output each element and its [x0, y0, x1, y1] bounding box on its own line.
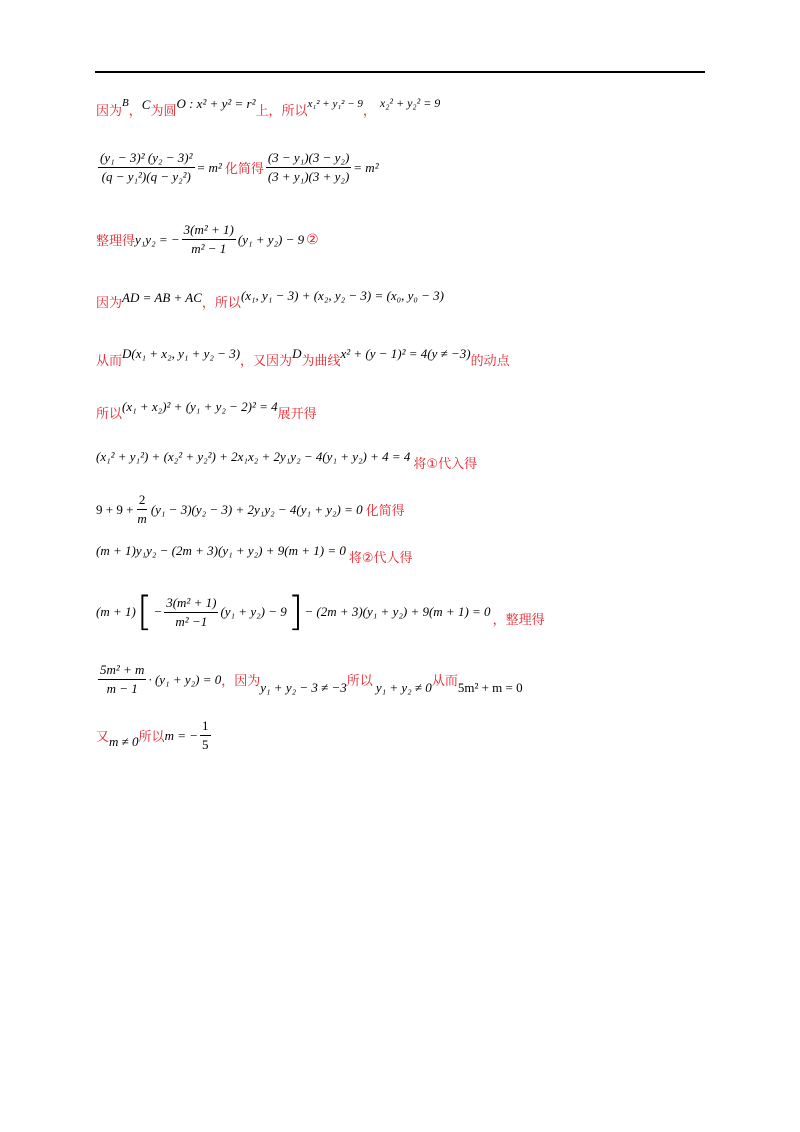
text: 将①代入得	[413, 457, 478, 472]
text: 化简得	[224, 162, 264, 177]
denominator: m	[137, 511, 147, 526]
equation: − (2m + 3)(y₁ + y₂) + 9(m + 1) = 0	[304, 604, 491, 619]
text: 展开得	[277, 407, 317, 422]
text: 化简得	[365, 504, 405, 519]
equation: y₁ + y₂ − 3 ≠ −3	[260, 679, 347, 695]
line-3	[96, 222, 319, 257]
text: 为曲线	[301, 354, 341, 369]
text: 所以	[96, 407, 123, 422]
equation: (x₁, y₁ − 3) + (x₂, y₂ − 3) = (x₀, y₀ − 3)	[240, 287, 445, 303]
numerator: (y₁ − 3)² (y₂ − 3)²	[98, 150, 195, 168]
numerator: 1	[200, 718, 211, 736]
text: 所以	[346, 674, 373, 689]
line-6	[96, 397, 317, 422]
equation: x² + (y − 1)² = 4(y ≠ −3)	[340, 345, 471, 361]
equation: D(x₁ + x₂, y₁ + y₂ − 3)	[122, 345, 241, 361]
line-5	[96, 344, 510, 369]
line-2	[96, 150, 379, 185]
numerator: 3(m² + 1)	[164, 595, 218, 613]
var-c: C	[141, 96, 151, 112]
equation: 5m² + m = 0	[457, 679, 523, 695]
text: ，	[362, 104, 376, 119]
line-7	[96, 447, 478, 472]
denominator: m² − 1	[191, 241, 227, 256]
fraction	[98, 150, 195, 185]
text: 将②代人得	[348, 551, 413, 566]
text: 从而	[431, 674, 458, 689]
denominator: m² −1	[175, 613, 208, 629]
text: 的动点	[470, 354, 510, 369]
equation: x₂² + y₂² = 9	[379, 96, 441, 110]
equation: y₁y₂ = −	[135, 231, 180, 247]
fraction	[135, 492, 148, 527]
equation: · (y₁ + y₂) = 0	[148, 671, 222, 687]
line-11	[96, 662, 523, 697]
equation: x₁² + y₁² − 9	[307, 97, 363, 110]
line-10	[96, 589, 545, 635]
fraction	[98, 662, 146, 697]
header-rule	[95, 71, 705, 73]
left-bracket: [	[136, 589, 153, 635]
numerator: 5m² + m	[98, 662, 146, 680]
denominator: (3 + y₁)(3 + y₂)	[267, 169, 350, 184]
line-8	[96, 492, 405, 527]
var-d: D	[292, 345, 302, 361]
fraction	[182, 222, 236, 257]
equation: (m + 1)	[96, 604, 136, 619]
text: 因为	[96, 104, 123, 119]
numerator: 2	[137, 492, 148, 510]
var-b: B	[122, 96, 129, 109]
numerator: (3 − y₁)(3 − y₂)	[266, 150, 351, 168]
fraction	[164, 595, 218, 630]
text: 又	[96, 730, 110, 745]
numerator: 3(m² + 1)	[182, 222, 236, 240]
line-4	[96, 287, 445, 311]
text: 整理得	[96, 234, 136, 249]
text: ，整理得	[492, 612, 545, 628]
equation: O : x² + y² = r²	[176, 95, 256, 111]
text: 从而	[96, 354, 123, 369]
equation: = m²	[196, 159, 222, 175]
line-12	[96, 718, 213, 753]
equation: = m²	[353, 159, 379, 175]
equation: m = −	[164, 727, 198, 743]
fraction	[200, 718, 211, 753]
line-9	[96, 541, 413, 566]
circled-2: ②	[306, 231, 319, 248]
equation: (y₁ + y₂) − 9	[237, 231, 305, 247]
text: 为圆	[150, 104, 177, 119]
text: ，又因为	[240, 354, 293, 369]
denominator: m − 1	[106, 681, 138, 696]
equation: m ≠ 0	[109, 733, 139, 749]
equation: (x₁ + x₂)² + (y₁ + y₂ − 2)² = 4	[122, 398, 278, 414]
text: 上，所以	[255, 104, 308, 119]
denominator: (q − y₁²)(q − y₂²)	[101, 169, 191, 184]
equation: (y₁ − 3)(y₂ − 3) + 2y₁y₂ − 4(y₁ + y₂) = 0	[150, 501, 363, 517]
denominator: 5	[202, 737, 209, 752]
vector-equation: AD = AB + AC	[122, 289, 202, 305]
text: 因为	[96, 296, 123, 311]
minus: −	[153, 604, 163, 619]
line-1	[96, 95, 441, 119]
text: 所以	[138, 730, 165, 745]
text: ，所以	[201, 296, 241, 311]
equation: (x₁² + y₁²) + (x₂² + y₂²) + 2x₁x₂ + 2y₁y₂ − 4(y₁ + y₂) + 4 = 4	[96, 448, 411, 464]
equation: y₁ + y₂ ≠ 0	[375, 679, 432, 695]
equation: 9 + 9 +	[96, 501, 134, 517]
fraction	[266, 150, 351, 185]
equation: (y₁ + y₂) − 9	[220, 604, 287, 619]
right-bracket: ]	[287, 589, 304, 635]
text: ，因为	[221, 674, 261, 689]
text: ，	[128, 104, 142, 119]
equation: (m + 1)y₁y₂ − (2m + 3)(y₁ + y₂) + 9(m + 1) = 0	[96, 542, 346, 558]
